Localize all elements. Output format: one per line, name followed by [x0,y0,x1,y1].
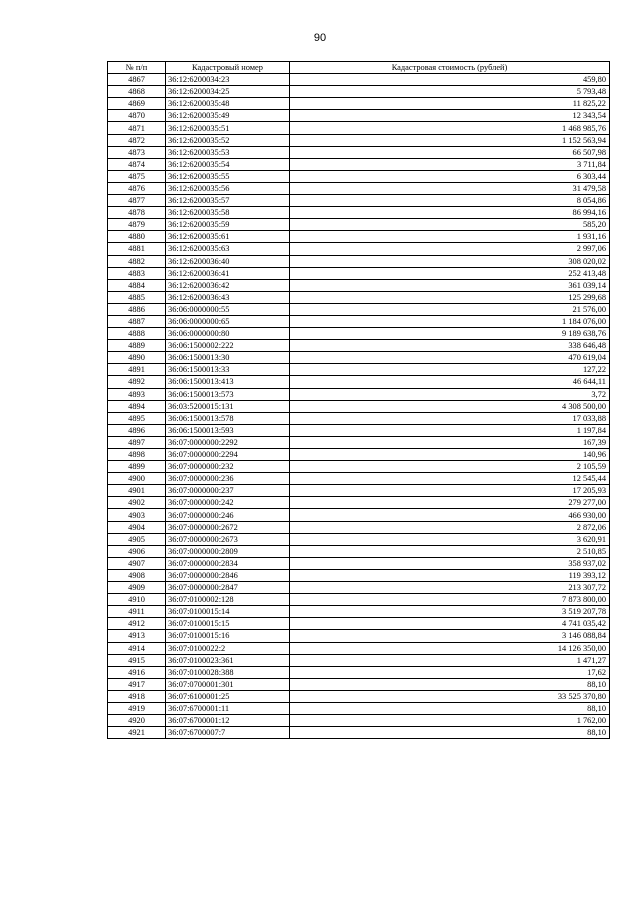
table-row [108,195,610,207]
cell-cadastral-value: 17,62 [290,666,610,678]
cell-cadastral-value: 3 146 088,84 [290,630,610,642]
cell-cadastral-number: 36:07:0000000:2834 [166,557,290,569]
cell-cadastral-number: 36:07:6100001:25 [166,690,290,702]
cell-row-number: 4910 [108,594,166,606]
cell-row-number: 4870 [108,110,166,122]
cell-cadastral-value: 88,10 [290,727,610,739]
cell-row-number: 4906 [108,545,166,557]
cell-row-number: 4869 [108,98,166,110]
cell-cadastral-value: 338 646,48 [290,340,610,352]
cell-row-number: 4883 [108,267,166,279]
cell-cadastral-value: 14 126 350,00 [290,642,610,654]
cell-row-number: 4919 [108,702,166,714]
cell-cadastral-number: 36:07:0000000:2847 [166,582,290,594]
table-row [108,485,610,497]
cell-cadastral-number: 36:07:0100022:2 [166,642,290,654]
column-header-number: № п/п [108,62,166,74]
cell-row-number: 4921 [108,727,166,739]
table-row [108,569,610,581]
cell-cadastral-number: 36:12:6200035:51 [166,122,290,134]
cell-cadastral-number: 36:07:0000000:2672 [166,521,290,533]
table-row [108,545,610,557]
cell-cadastral-number: 36:07:0100015:16 [166,630,290,642]
cell-cadastral-value: 12 545,44 [290,473,610,485]
cell-row-number: 4885 [108,291,166,303]
table-row [108,376,610,388]
table-row [108,364,610,376]
table-row [108,182,610,194]
cell-row-number: 4890 [108,352,166,364]
cell-row-number: 4871 [108,122,166,134]
table-row [108,134,610,146]
cell-cadastral-number: 36:06:1500013:30 [166,352,290,364]
cell-cadastral-value: 167,39 [290,436,610,448]
cadastral-value-table [107,61,610,739]
cell-cadastral-number: 36:12:6200035:52 [166,134,290,146]
table-row [108,400,610,412]
cell-row-number: 4914 [108,642,166,654]
cell-cadastral-value: 1 152 563,94 [290,134,610,146]
table-row [108,509,610,521]
cell-cadastral-number: 36:12:6200036:40 [166,255,290,267]
cell-cadastral-value: 9 189 638,76 [290,328,610,340]
table-row [108,303,610,315]
cell-row-number: 4892 [108,376,166,388]
table-row [108,352,610,364]
cell-cadastral-number: 36:12:6200035:54 [166,158,290,170]
cell-cadastral-number: 36:12:6200035:63 [166,243,290,255]
table-row [108,279,610,291]
cell-cadastral-number: 36:07:0100015:14 [166,606,290,618]
cell-cadastral-number: 36:12:6200034:23 [166,74,290,86]
cell-row-number: 4896 [108,424,166,436]
cell-cadastral-number: 36:06:1500013:413 [166,376,290,388]
table-row [108,557,610,569]
cell-row-number: 4911 [108,606,166,618]
cell-row-number: 4905 [108,533,166,545]
table-row [108,582,610,594]
cell-row-number: 4873 [108,146,166,158]
cell-cadastral-value: 2 510,85 [290,545,610,557]
cell-cadastral-number: 36:12:6200035:56 [166,182,290,194]
cell-cadastral-number: 36:12:6200035:59 [166,219,290,231]
table-row [108,170,610,182]
cell-cadastral-value: 252 413,48 [290,267,610,279]
cell-cadastral-value: 2 105,59 [290,461,610,473]
cell-row-number: 4899 [108,461,166,473]
table-row [108,328,610,340]
cell-cadastral-value: 127,22 [290,364,610,376]
cell-cadastral-value: 6 303,44 [290,170,610,182]
cell-cadastral-number: 36:06:0000000:80 [166,328,290,340]
cell-row-number: 4901 [108,485,166,497]
cell-row-number: 4909 [108,582,166,594]
table-row [108,74,610,86]
cell-row-number: 4888 [108,328,166,340]
cell-cadastral-value: 585,20 [290,219,610,231]
table-header-row [108,62,610,74]
column-header-cadastral-value: Кадастровая стоимость (рублей) [290,62,610,74]
cell-cadastral-value: 5 793,48 [290,86,610,98]
table-row [108,424,610,436]
table-row [108,630,610,642]
cell-cadastral-number: 36:07:0100023:361 [166,654,290,666]
cell-row-number: 4878 [108,207,166,219]
cell-row-number: 4920 [108,715,166,727]
table-row [108,533,610,545]
table-row [108,146,610,158]
cell-row-number: 4876 [108,182,166,194]
table-row [108,497,610,509]
table-row [108,231,610,243]
cell-cadastral-number: 36:12:6200034:25 [166,86,290,98]
cell-cadastral-value: 17 033,88 [290,412,610,424]
cell-cadastral-number: 36:07:0000000:246 [166,509,290,521]
table-row [108,98,610,110]
cell-cadastral-value: 119 393,12 [290,569,610,581]
table-row [108,86,610,98]
table-row [108,473,610,485]
cell-row-number: 4904 [108,521,166,533]
cell-cadastral-value: 12 343,54 [290,110,610,122]
cell-cadastral-number: 36:03:5200015:131 [166,400,290,412]
cell-cadastral-value: 3 620,91 [290,533,610,545]
cell-cadastral-value: 4 741 035,42 [290,618,610,630]
cell-cadastral-value: 1 184 076,00 [290,315,610,327]
cell-row-number: 4880 [108,231,166,243]
cell-row-number: 4907 [108,557,166,569]
table-row [108,521,610,533]
cell-cadastral-value: 140,96 [290,449,610,461]
cell-cadastral-number: 36:07:0000000:2673 [166,533,290,545]
cell-cadastral-number: 36:06:0000000:65 [166,315,290,327]
cell-cadastral-number: 36:12:6200036:43 [166,291,290,303]
cell-cadastral-value: 308 020,02 [290,255,610,267]
cell-row-number: 4891 [108,364,166,376]
table-row [108,158,610,170]
cell-row-number: 4895 [108,412,166,424]
cell-cadastral-value: 459,80 [290,74,610,86]
cell-cadastral-number: 36:07:0100002:128 [166,594,290,606]
cell-cadastral-number: 36:07:0000000:2846 [166,569,290,581]
table-row [108,594,610,606]
cell-cadastral-number: 36:12:6200036:42 [166,279,290,291]
cell-cadastral-value: 3,72 [290,388,610,400]
cell-cadastral-number: 36:07:0100015:15 [166,618,290,630]
cell-row-number: 4902 [108,497,166,509]
cell-row-number: 4868 [108,86,166,98]
table-row [108,618,610,630]
cell-cadastral-number: 36:07:0000000:2809 [166,545,290,557]
cell-cadastral-value: 66 507,98 [290,146,610,158]
cell-row-number: 4875 [108,170,166,182]
table-row [108,436,610,448]
cell-cadastral-number: 36:06:1500013:593 [166,424,290,436]
cell-cadastral-value: 213 307,72 [290,582,610,594]
table-body [108,74,610,739]
cell-cadastral-number: 36:12:6200035:57 [166,195,290,207]
cell-cadastral-value: 8 054,86 [290,195,610,207]
cell-cadastral-number: 36:12:6200035:48 [166,98,290,110]
cell-row-number: 4893 [108,388,166,400]
cell-cadastral-number: 36:06:1500013:33 [166,364,290,376]
cell-cadastral-value: 1 468 985,76 [290,122,610,134]
cell-cadastral-value: 88,10 [290,678,610,690]
cell-row-number: 4900 [108,473,166,485]
table-row [108,207,610,219]
cell-cadastral-number: 36:12:6200035:55 [166,170,290,182]
cell-row-number: 4874 [108,158,166,170]
cell-cadastral-value: 31 479,58 [290,182,610,194]
cell-cadastral-value: 361 039,14 [290,279,610,291]
cell-cadastral-value: 1 931,16 [290,231,610,243]
cell-cadastral-value: 17 205,93 [290,485,610,497]
cell-cadastral-number: 36:07:0100028:388 [166,666,290,678]
cell-cadastral-number: 36:12:6200035:49 [166,110,290,122]
cell-cadastral-value: 466 930,00 [290,509,610,521]
cell-cadastral-value: 358 937,02 [290,557,610,569]
table-row [108,727,610,739]
cell-cadastral-value: 2 997,06 [290,243,610,255]
cell-cadastral-value: 4 308 500,00 [290,400,610,412]
cell-row-number: 4908 [108,569,166,581]
table-row [108,642,610,654]
cell-cadastral-value: 88,10 [290,702,610,714]
cell-cadastral-number: 36:12:6200035:61 [166,231,290,243]
table-row [108,654,610,666]
cell-cadastral-number: 36:07:6700001:11 [166,702,290,714]
table-row [108,243,610,255]
cell-cadastral-value: 1 762,00 [290,715,610,727]
table-row [108,315,610,327]
cell-cadastral-value: 33 525 370,80 [290,690,610,702]
cell-cadastral-number: 36:07:0000000:2294 [166,449,290,461]
cell-row-number: 4917 [108,678,166,690]
table-row [108,715,610,727]
cell-cadastral-number: 36:12:6200035:53 [166,146,290,158]
cell-cadastral-value: 1 471,27 [290,654,610,666]
cell-cadastral-number: 36:07:6700001:12 [166,715,290,727]
cell-row-number: 4887 [108,315,166,327]
cell-cadastral-value: 2 872,06 [290,521,610,533]
cell-cadastral-value: 21 576,00 [290,303,610,315]
cell-row-number: 4889 [108,340,166,352]
table-row [108,267,610,279]
cell-row-number: 4915 [108,654,166,666]
cell-cadastral-number: 36:06:0000000:55 [166,303,290,315]
cell-cadastral-number: 36:06:1500002:222 [166,340,290,352]
cell-cadastral-number: 36:12:6200036:41 [166,267,290,279]
table-row [108,412,610,424]
table-row [108,678,610,690]
cell-row-number: 4867 [108,74,166,86]
cell-cadastral-value: 125 299,68 [290,291,610,303]
cell-row-number: 4916 [108,666,166,678]
cell-cadastral-number: 36:07:6700007:7 [166,727,290,739]
table-row [108,110,610,122]
cell-row-number: 4879 [108,219,166,231]
table-row [108,255,610,267]
cell-cadastral-value: 86 994,16 [290,207,610,219]
cell-cadastral-value: 7 873 800,00 [290,594,610,606]
cell-row-number: 4877 [108,195,166,207]
page-number: 90 [313,32,327,44]
column-header-cadastral-number: Кадастровый номер [166,62,290,74]
cell-row-number: 4897 [108,436,166,448]
cell-row-number: 4894 [108,400,166,412]
cell-row-number: 4882 [108,255,166,267]
cell-row-number: 4918 [108,690,166,702]
table-row [108,606,610,618]
cell-cadastral-number: 36:12:6200035:58 [166,207,290,219]
cell-row-number: 4886 [108,303,166,315]
cell-cadastral-value: 3 711,84 [290,158,610,170]
table-row [108,122,610,134]
cell-cadastral-number: 36:06:1500013:578 [166,412,290,424]
cell-row-number: 4884 [108,279,166,291]
cell-cadastral-value: 470 619,04 [290,352,610,364]
cell-row-number: 4898 [108,449,166,461]
cell-cadastral-number: 36:07:0000000:2292 [166,436,290,448]
cell-cadastral-value: 279 277,00 [290,497,610,509]
cell-cadastral-number: 36:07:0000000:236 [166,473,290,485]
cell-row-number: 4913 [108,630,166,642]
cell-row-number: 4912 [108,618,166,630]
table-row [108,461,610,473]
cell-cadastral-number: 36:07:0000000:237 [166,485,290,497]
cell-cadastral-number: 36:07:0700001:301 [166,678,290,690]
table-row [108,702,610,714]
table-row [108,690,610,702]
cell-cadastral-number: 36:07:0000000:242 [166,497,290,509]
table-row [108,219,610,231]
table-row [108,291,610,303]
cell-cadastral-value: 11 825,22 [290,98,610,110]
table-row [108,388,610,400]
cell-cadastral-value: 46 644,11 [290,376,610,388]
cell-cadastral-value: 3 519 207,78 [290,606,610,618]
cell-cadastral-value: 1 197,84 [290,424,610,436]
table-row [108,340,610,352]
table-row [108,449,610,461]
cell-cadastral-number: 36:06:1500013:573 [166,388,290,400]
cell-row-number: 4872 [108,134,166,146]
table-row [108,666,610,678]
cell-cadastral-number: 36:07:0000000:232 [166,461,290,473]
cell-row-number: 4903 [108,509,166,521]
cell-row-number: 4881 [108,243,166,255]
